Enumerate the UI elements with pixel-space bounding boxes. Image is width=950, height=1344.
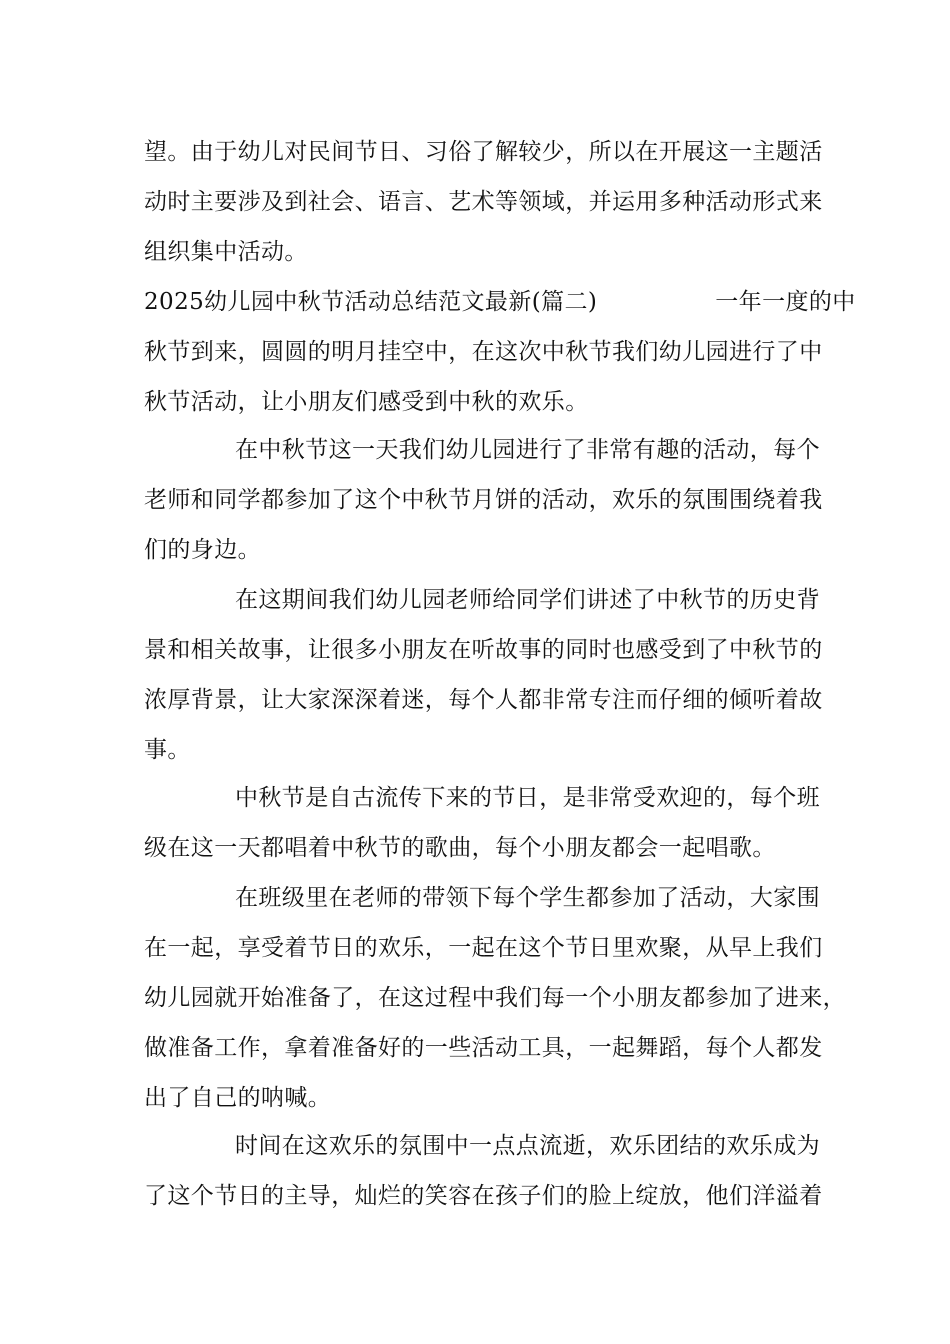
text-line: 秋节活动，让小朋友们感受到中秋的欢乐。 — [144, 389, 589, 415]
paragraph-first-line: 中秋节是自古流传下来的节日，是非常受欢迎的，每个班 — [235, 785, 820, 811]
text-line: 组织集中活动。 — [144, 239, 308, 265]
text-line: 出了自己的呐喊。 — [144, 1085, 332, 1111]
text-line: 望。由于幼儿对民间节日、习俗了解较少，所以在开展这一主题活 — [144, 139, 823, 165]
text-line: 们的身边。 — [144, 537, 261, 563]
text-line: 秋节到来，圆圆的明月挂空中，在这次中秋节我们幼儿园进行了中 — [144, 339, 823, 365]
text-line: 了这个节日的主导，灿烂的笑容在孩子们的脸上绽放，他们洋溢着 — [144, 1183, 823, 1209]
text-line: 幼儿园就开始准备了，在这过程中我们每一个小朋友都参加了进来， — [144, 985, 846, 1011]
paragraph-first-line: 在班级里在老师的带领下每个学生都参加了活动，大家围 — [235, 885, 820, 911]
text-line: 在一起，享受着节日的欢乐，一起在这个节日里欢聚，从早上我们 — [144, 935, 823, 961]
text-line: 事。 — [144, 737, 191, 763]
text-line: 浓厚背景，让大家深深着迷，每个人都非常专注而仔细的倾听着故 — [144, 687, 823, 713]
section-heading-title: 2025幼儿园中秋节活动总结范文最新(篇二) — [144, 289, 598, 315]
section-heading-continuation: 一年一度的中 — [715, 289, 856, 315]
paragraph-first-line: 时间在这欢乐的氛围中一点点流逝，欢乐团结的欢乐成为 — [235, 1133, 820, 1159]
paragraph-first-line: 在这期间我们幼儿园老师给同学们讲述了中秋节的历史背 — [235, 587, 820, 613]
section-heading-line — [144, 287, 856, 317]
text-line: 老师和同学都参加了这个中秋节月饼的活动，欢乐的氛围围绕着我 — [144, 487, 823, 513]
paragraph-first-line: 在中秋节这一天我们幼儿园进行了非常有趣的活动，每个 — [235, 437, 820, 463]
text-line: 景和相关故事，让很多小朋友在听故事的同时也感受到了中秋节的 — [144, 637, 823, 663]
text-line: 动时主要涉及到社会、语言、艺术等领域，并运用多种活动形式来 — [144, 189, 823, 215]
text-line: 做准备工作，拿着准备好的一些活动工具，一起舞蹈，每个人都发 — [144, 1035, 823, 1061]
text-line: 级在这一天都唱着中秋节的歌曲，每个小朋友都会一起唱歌。 — [144, 835, 776, 861]
